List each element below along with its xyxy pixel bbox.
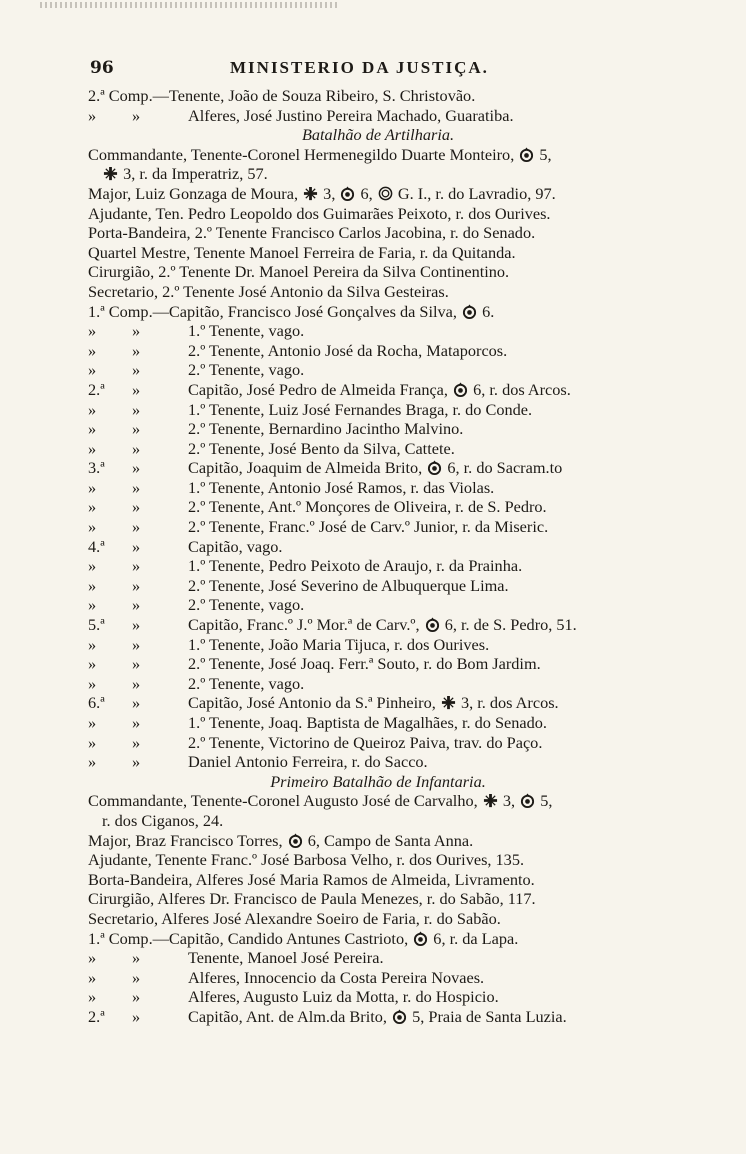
roster-row [88,595,668,615]
entry-text: 2.º Tenente, Antonio José da Rocha, Mataporcos. [188,340,508,360]
order-of-the-rose-icon [519,147,534,162]
roster-row [88,380,668,400]
entry-text: 5, Praia de Santa Luzia. [408,1006,567,1026]
entry-text [188,106,668,126]
roster-line: Ajudante, Ten. Pedro Leopoldo dos Guimarães Peixoto, r. dos Ourives. [88,203,551,223]
entry-text: Alferes, Innocencio da Costa Pereira Novaes. [188,967,485,987]
entry-text: 2.º Tenente, vago. [188,360,305,380]
entry-text: Capitão, José Antonio da S.ª Pinheiro, [188,693,440,713]
entry-text: 2.º Tenente, Bernardino Jacintho Malvino. [188,419,464,439]
roster-row [88,713,668,733]
entry-text: 2.º Tenente, José Joaq. Ferr.ª Souto, r. do Bom Jardim. [188,654,541,674]
roster-row [88,321,668,341]
entry-text [188,1007,668,1027]
company-column: 4.ª [88,536,105,556]
order-of-the-rose-icon [392,1009,407,1024]
company-column: » [88,575,97,595]
ditto-column: » [132,732,141,752]
ditto-column: » [132,967,141,987]
entry-text: 2.º Tenente, Victorino de Queiroz Paiva, trav. do Paço. [188,732,543,752]
entry-text [188,380,668,400]
ditto-column: » [132,536,141,556]
company-column: » [88,948,97,968]
entry-text: 1.º Tenente, João Maria Tijuca, r. dos Ourives. [188,634,490,654]
order-of-the-rose-icon [413,931,428,946]
order-of-christ-cross-icon [103,166,118,181]
ditto-column: » [132,497,141,517]
entry-text [188,615,668,635]
ditto-column: » [132,105,141,125]
entry-text [188,556,668,576]
roster-line: Quartel Mestre, Tenente Manoel Ferreira de Faria, r. da Quitanda. [88,242,516,262]
roster-line [88,145,668,165]
entry-text [188,419,668,439]
entry-text: 6, r. do Sacram.to [443,458,563,478]
entry-text [188,497,668,517]
company-column: » [88,595,97,615]
entry-text [188,635,668,655]
ditto-column: » [132,615,141,635]
company-column: » [88,105,97,125]
roster-line [88,929,668,949]
entry-text [188,595,668,615]
ditto-column: » [132,948,141,968]
company-column: » [88,654,97,674]
roster-row [88,987,668,1007]
ditto-column: » [132,575,141,595]
company-column: » [88,438,97,458]
company-column: » [88,477,97,497]
entry-text: 3, r. da Imperatriz, 57. [119,164,268,184]
ditto-column: » [132,477,141,497]
roster-line: 2.ª Comp.—Tenente, João de Souza Ribeiro, S. Christovão. [88,86,476,105]
entry-text: 1.º Tenente, Antonio José Ramos, r. das Violas. [188,477,495,497]
entry-text [188,713,668,733]
order-of-the-rose-icon [453,382,468,397]
roster-line: Secretario, Alferes José Alexandre Soeiro de Faria, r. do Sabão. [88,908,501,928]
ditto-column: » [132,752,141,772]
page-number: 96 [90,58,114,78]
entry-text: G. I., r. do Lavradio, 97. [393,183,556,203]
entry-text [188,674,668,694]
roster-line: Porta-Bandeira, 2.º Tenente Francisco Carlos Jacobina, r. do Senado. [88,223,536,243]
scan-artifact [40,2,340,8]
order-of-the-rose-icon [340,186,355,201]
company-column: » [88,967,97,987]
company-column: » [88,399,97,419]
roster-row [88,615,668,635]
entry-text: Alferes, Augusto Luiz da Motta, r. do Hospicio. [188,987,499,1007]
entry-text: 6, [356,183,377,203]
entry-text: 6. [478,301,495,321]
ditto-column: » [132,654,141,674]
ditto-column: » [132,419,141,439]
roster-line [88,184,668,204]
ditto-column: » [132,556,141,576]
entry-text: 1.ª Comp.—Capitão, Francisco José Gonçalves da Silva, [88,301,462,321]
entry-text [188,693,668,713]
roster-row [88,360,668,380]
entry-text: Capitão, José Pedro de Almeida França, [188,379,453,399]
roster-row [88,948,668,968]
order-of-the-rose-icon [462,304,477,319]
company-column: » [88,673,97,693]
roster-line [88,831,668,851]
entry-text: 6, r. da Lapa. [429,928,519,948]
company-column: » [88,360,97,380]
order-of-christ-cross-icon [441,695,456,710]
company-column: » [88,713,97,732]
roster-row [88,106,668,126]
entry-text [188,752,668,772]
roster-row [88,341,668,361]
company-column: » [88,752,97,772]
entry-text: 2.º Tenente, José Bento da Silva, Cattete. [188,438,455,458]
ditto-column: » [132,379,141,399]
entry-text [188,517,668,537]
roster-line: Cirurgião, 2.º Tenente Dr. Manoel Pereira da Silva Continentino. [88,262,510,282]
ditto-column: » [132,595,141,615]
order-of-christ-cross-icon [483,793,498,808]
roster-row [88,556,668,576]
entry-text: 1.º Tenente, Joaq. Baptista de Magalhães, r. do Senado. [188,713,547,732]
roster-body [88,86,668,1027]
ditto-column: » [132,360,141,380]
entry-text: 5, [535,144,552,164]
section-heading: Batalhão de Artilharia. [301,125,455,145]
running-head: MINISTERIO DA JUSTIÇA. [230,58,489,77]
entry-text [188,948,668,968]
entry-text: Commandante, Tenente-Coronel Hermenegildo Duarte Monteiro, [88,144,519,164]
roster-row [88,497,668,517]
roster-row [88,517,668,537]
entry-text: Major, Luiz Gonzaga de Moura, [88,183,303,203]
entry-text: Daniel Antonio Ferreira, r. do Sacco. [188,752,428,772]
entry-text: 6, r. de S. Pedro, 51. [440,615,577,635]
entry-text [188,439,668,459]
company-column: » [88,419,97,439]
roster-row [88,400,668,420]
roster-line: Ajudante, Tenente Franc.º José Barbosa Velho, r. dos Ourives, 135. [88,850,525,870]
roster-row [88,733,668,753]
company-column: » [88,732,97,752]
entry-text: Commandante, Tenente-Coronel Augusto José de Carvalho, [88,791,482,811]
entry-text: Major, Braz Francisco Torres, [88,830,287,850]
entry-text: 3, r. dos Arcos. [456,693,559,713]
ditto-column: » [132,713,141,732]
entry-text: 1.º Tenente, vago. [188,321,305,341]
entry-text [188,987,668,1007]
ditto-column: » [132,399,141,419]
roster-line [88,164,668,184]
ditto-column: » [132,458,141,478]
entry-text: Alferes, José Justino Pereira Machado, Guaratiba. [188,105,514,125]
entry-text [188,654,668,674]
roster-line: Cirurgião, Alferes Dr. Francisco de Paula Menezes, r. do Sabão, 117. [88,889,536,909]
roster-row [88,968,668,988]
entry-text: 2.º Tenente, vago. [188,673,305,693]
company-column: 3.ª [88,458,105,478]
roster-row [88,419,668,439]
entry-text: 1.º Tenente, Pedro Peixoto de Araujo, r. da Prainha. [188,556,523,576]
entry-text [188,968,668,988]
entry-text [188,458,668,478]
ditto-column: » [132,987,141,1007]
order-of-the-rose-icon [427,460,442,475]
company-column: 5.ª [88,615,105,635]
entry-text: 2.º Tenente, vago. [188,595,305,615]
entry-text: 1.ª Comp.—Capitão, Candido Antunes Castrioto, [88,928,413,948]
entry-text: Capitão, Ant. de Alm.da Brito, [188,1006,392,1026]
entry-text [188,733,668,753]
ditto-column: » [132,634,141,654]
entry-text: 2.º Tenente, Franc.º José de Carv.º Junior, r. da Miseric. [188,517,549,537]
entry-text [188,537,668,557]
ditto-column: » [132,438,141,458]
roster-row [88,576,668,596]
ditto-column: » [132,321,141,341]
ditto-column: » [132,673,141,693]
ditto-column: » [132,517,141,537]
roster-row [88,439,668,459]
page-header [90,58,650,84]
company-column: » [88,556,97,576]
roster-row [88,654,668,674]
company-column: 2.ª [88,1006,105,1026]
roster-row [88,1007,668,1027]
roster-row [88,752,668,772]
entry-text: Capitão, vago. [188,536,283,556]
ditto-column: » [132,693,141,713]
company-column: » [88,497,97,517]
entry-text [188,341,668,361]
company-column: 2.ª [88,379,105,399]
entry-text: 6, r. dos Arcos. [469,379,571,399]
roster-row [88,537,668,557]
entry-text: 2.º Tenente, Ant.º Monçores de Oliveira, r. de S. Pedro. [188,497,547,517]
section-heading: Primeiro Batalhão de Infantaria. [270,771,486,791]
order-of-christ-cross-icon [303,186,318,201]
company-column: 6.ª [88,693,105,713]
roster-row [88,635,668,655]
entry-text: Capitão, Franc.º J.º Mor.ª de Carv.º, [188,615,424,635]
roster-row [88,478,668,498]
roster-row [88,674,668,694]
entry-text [188,400,668,420]
roster-row [88,693,668,713]
ditto-column: » [132,340,141,360]
company-column: » [88,321,97,341]
entry-text: 3, [319,183,340,203]
roster-line: Secretario, 2.º Tenente José Antonio da Silva Gesteiras. [88,281,449,301]
company-column: » [88,340,97,360]
entry-text [188,478,668,498]
entry-text: Capitão, Joaquim de Almeida Brito, [188,458,427,478]
entry-text [188,360,668,380]
order-of-the-rose-icon [288,833,303,848]
entry-text: 1.º Tenente, Luiz José Fernandes Braga, r. do Conde. [188,399,533,419]
entry-text [188,321,668,341]
company-column: » [88,517,97,537]
ditto-column: » [132,1006,141,1026]
entry-text [188,576,668,596]
entry-text: Tenente, Manoel José Pereira. [188,948,384,968]
imperial-order-circle-icon [378,186,393,201]
entry-text: 5, [536,791,553,811]
company-column: » [88,987,97,1007]
entry-text: 6, Campo de Santa Anna. [303,830,474,850]
roster-line: r. dos Ciganos, 24. [102,810,224,830]
entry-text: 3, [498,791,520,811]
roster-row [88,458,668,478]
roster-line: Borta-Bandeira, Alferes José Maria Ramos de Almeida, Livramento. [88,869,535,889]
order-of-the-rose-icon [520,793,535,808]
entry-text: 2.º Tenente, José Severino de Albuquerque Lima. [188,575,509,595]
company-column: » [88,634,97,654]
order-of-the-rose-icon [425,617,440,632]
roster-line [88,791,668,811]
roster-line [88,302,668,322]
